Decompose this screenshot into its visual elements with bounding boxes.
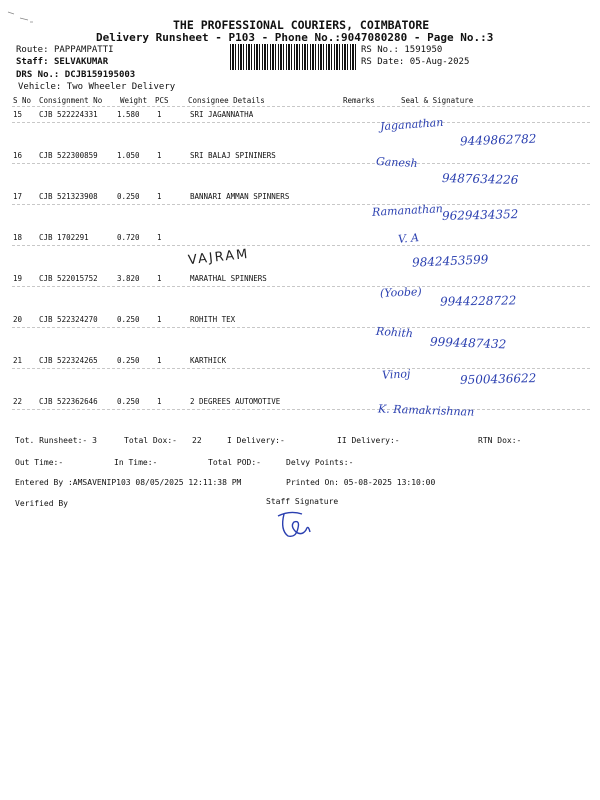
stray-mark-icon (6, 8, 36, 24)
signature-phone: 9944228722 (439, 293, 517, 309)
row-consignment: CJB 522015752 (39, 274, 98, 283)
route-line (16, 45, 114, 55)
route-value: PAPPAMPATTI (53, 45, 114, 55)
signature-name: Jaganathan (379, 115, 444, 134)
row-weight: 0.250 (117, 192, 140, 201)
ii-delivery: II Delivery:- (337, 436, 400, 445)
row-pcs: 1 (157, 274, 162, 283)
row-consignment: CJB 522300859 (39, 151, 98, 160)
row-divider (12, 286, 590, 287)
staff-signature-label: Staff Signature (266, 497, 339, 506)
entered-by: Entered By :AMSAVENIP103 08/05/2025 12:11:38 PM (15, 478, 242, 487)
row-divider (12, 327, 590, 328)
row-sno: 19 (13, 274, 23, 283)
signature-name: Ramanathan (371, 202, 444, 219)
verified-by: Verified By (15, 499, 68, 508)
row-pcs: 1 (157, 233, 162, 242)
signature-name: Ganesh (375, 154, 418, 171)
rs-date-label: RS Date: (361, 57, 405, 67)
row-divider (12, 368, 590, 369)
route-label: Route: (16, 45, 49, 55)
row-weight: 1.580 (117, 110, 140, 119)
vehicle-line (18, 82, 175, 92)
runsheet-title: Delivery Runsheet - P103 - Phone No.:9047080280 - Page No.:3 (96, 31, 494, 44)
signature-phone: 9487634226 (441, 171, 519, 187)
row-sno: 22 (13, 397, 23, 406)
row-consignment: CJB 1702291 (39, 233, 89, 242)
row-sno: 21 (13, 356, 23, 365)
row-divider (12, 409, 590, 410)
total-dox-label: Total Dox:- (124, 436, 177, 445)
row-weight: 1.050 (117, 151, 140, 160)
col-consignee: Consignee Details (188, 96, 265, 105)
row-sno: 18 (13, 233, 23, 242)
staff-value: SELVAKUMAR (53, 57, 109, 67)
signature-name: V. A (397, 231, 420, 246)
row-pcs: 1 (157, 397, 162, 406)
col-sno: S No (13, 96, 32, 105)
row-weight: 0.250 (117, 397, 140, 406)
row-sno: 17 (13, 192, 23, 201)
row-pcs: 1 (157, 110, 162, 119)
rs-date-value: 05-Aug-2025 (409, 57, 470, 67)
col-pcs: PCS (155, 96, 169, 105)
row-consignment: CJB 522224331 (39, 110, 98, 119)
row-divider (12, 163, 590, 164)
tot-runsheet: Tot. Runsheet:- 3 (15, 436, 97, 445)
signature-name: K. Ramakrishnan (377, 402, 475, 419)
row-weight: 0.250 (117, 356, 140, 365)
row-consignment: CJB 522324265 (39, 356, 98, 365)
delvy-points: Delvy Points:- (286, 458, 354, 467)
row-divider (12, 245, 590, 246)
col-seal: Seal & Signature (401, 96, 474, 105)
total-pod: Total POD:- (208, 458, 261, 467)
signature-phone: 9629434352 (441, 207, 519, 223)
row-weight: 0.720 (117, 233, 140, 242)
signature-phone: 9500436622 (459, 371, 537, 387)
staff-line (16, 57, 108, 67)
rs-date-line (361, 57, 469, 67)
col-remarks: Remarks (343, 96, 375, 105)
row-sno: 20 (13, 315, 23, 324)
row-consignee: MARATHAL SPINNERS (190, 274, 267, 283)
signature-name: (Yoobe) (379, 285, 422, 300)
col-consignment: Consignment No (39, 96, 103, 105)
rs-no-label: RS No.: (361, 45, 399, 55)
rs-no-line (361, 45, 442, 55)
row-consignee: 2 DEGREES AUTOMOTIVE (190, 397, 281, 406)
drs-label: DRS No.: (16, 70, 60, 80)
col-weight: Weight (120, 96, 148, 105)
signature-name: Vinoj (381, 367, 411, 382)
row-pcs: 1 (157, 151, 162, 160)
rtn-dox: RTN Dox:- (478, 436, 522, 445)
drs-value: DCJB159195003 (64, 70, 136, 80)
signature-phone: 9842453599 (411, 252, 489, 270)
vehicle-label: Vehicle: (18, 82, 62, 92)
staff-label: Staff: (16, 57, 49, 67)
rs-no-value: 1591950 (404, 45, 443, 55)
row-weight: 3.820 (117, 274, 140, 283)
row-consignment: CJB 521323908 (39, 192, 98, 201)
row-weight: 0.250 (117, 315, 140, 324)
row-consignee: BANNARI AMMAN SPINNERS (190, 192, 290, 201)
signature-phone: 9449862782 (459, 131, 537, 149)
row-divider (12, 122, 590, 123)
drs-line (16, 70, 135, 80)
row-pcs: 1 (157, 192, 162, 201)
i-delivery: I Delivery:- (227, 436, 285, 445)
row-consignment: CJB 522362646 (39, 397, 98, 406)
total-dox-value: 22 (192, 436, 202, 445)
printed-on: Printed On: 05-08-2025 13:10:00 (286, 478, 436, 487)
divider (12, 106, 590, 107)
row-consignee: ROHITH TEX (190, 315, 236, 324)
vehicle-value: Two Wheeler Delivery (66, 82, 176, 92)
staff-signature-icon (272, 508, 316, 542)
row-pcs: 1 (157, 315, 162, 324)
row-sno: 16 (13, 151, 23, 160)
row-pcs: 1 (157, 356, 162, 365)
signature-phone: 9994487432 (429, 334, 507, 352)
row-consignee: KARTHICK (190, 356, 227, 365)
row-consignee: SRI JAGANNATHA (190, 110, 254, 119)
row-divider (12, 204, 590, 205)
in-time: In Time:- (114, 458, 158, 467)
row-consignee: SRI BALAJ SPININERS (190, 151, 276, 160)
company-title: THE PROFESSIONAL COURIERS, COIMBATORE (173, 18, 430, 32)
barcode (230, 44, 356, 70)
row-sno: 15 (13, 110, 23, 119)
handwritten-vajram: VAJRAM (187, 246, 251, 269)
out-time: Out Time:- (15, 458, 64, 467)
row-consignment: CJB 522324270 (39, 315, 98, 324)
signature-name: Rohith (375, 324, 414, 341)
